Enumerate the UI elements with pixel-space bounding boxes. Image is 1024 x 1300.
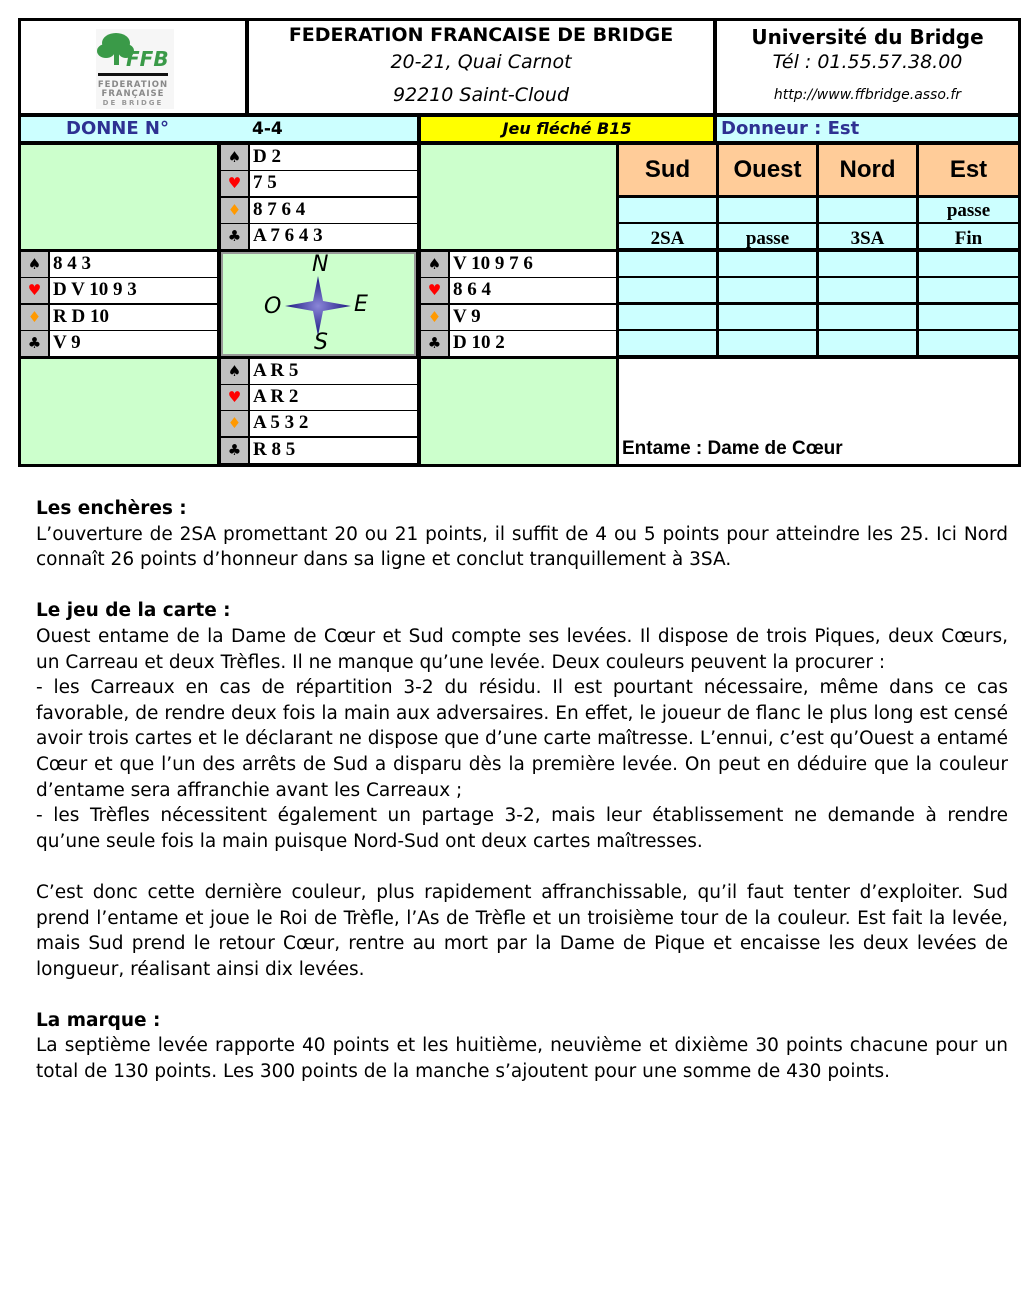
bid-cell: Fin (919, 224, 1018, 248)
bid-cell (719, 278, 816, 302)
club-icon: ♣ (21, 331, 48, 356)
compass-star-icon (283, 274, 353, 338)
game-type: Jeu fléché B15 (502, 119, 632, 138)
bid-cell (719, 331, 816, 355)
east-cards: V 10 9 7 6 (450, 252, 616, 277)
donne-cell (21, 117, 417, 141)
university-name: Université du Bridge (751, 25, 984, 49)
compass-east-label: E (354, 292, 368, 317)
heart-icon: ♥ (221, 171, 248, 196)
ffb-logo (96, 29, 174, 109)
bid-cell (719, 252, 816, 276)
east-cards: D 10 2 (450, 331, 616, 356)
spade-icon: ♠ (421, 252, 448, 277)
university-phone: Tél : 01.55.57.38.00 (772, 51, 963, 73)
bid-cell (619, 278, 716, 302)
empty-northwest-cell (21, 145, 217, 249)
federation-address-line2: 92210 Saint-Cloud (392, 84, 570, 106)
bid-cell (619, 252, 716, 276)
commentary (36, 496, 1008, 1085)
score-section-title: La marque : (36, 1009, 161, 1031)
play-section-title: Le jeu de la carte : (36, 600, 231, 622)
score-section-text: La septième levée rapporte 40 points et les huitième, neuvième et dixième 30 points chacune pour un total de 130 points. Les 300 points de la manche s’ajoutent pour une somme de 430 points. (36, 1035, 1008, 1083)
dealer: Donneur : Est (721, 118, 860, 139)
bid-cell: 2SA (619, 224, 716, 248)
bid-cell (819, 278, 916, 302)
tree-icon (96, 29, 174, 109)
bidding-section-title: Les enchères : (36, 498, 187, 519)
compass-north-label: N (312, 252, 329, 277)
heart-icon: ♥ (21, 278, 48, 303)
heart-icon: ♥ (221, 385, 248, 410)
compass-west-label: O (264, 294, 282, 319)
university-url[interactable]: http://www.ffbridge.asso.fr (773, 87, 962, 103)
south-cards: R 8 5 (250, 438, 417, 463)
empty-southeast-cell (421, 359, 616, 464)
empty-northeast-cell (421, 145, 616, 249)
university-cell (717, 21, 1018, 113)
bid-cell (719, 305, 816, 329)
east-cards: V 9 (450, 305, 616, 330)
dealer-cell (717, 117, 1018, 141)
bidding-header-ouest: Ouest (719, 145, 816, 195)
svg-text:DE BRIDGE: DE BRIDGE (102, 99, 164, 107)
empty-southwest-cell (21, 359, 217, 464)
svg-text:FRANÇAISE: FRANÇAISE (101, 89, 165, 99)
play-paragraph-2: - les Carreaux en cas de répartition 3-2 du résidu. Il est pourtant nécessaire, même dans ce cas favorable, de rendre deux fois la main aux adversaires. En effet, le joueur de flanc le plus long est censé avoir trois cartes et le déclarant ne dispose que d’une carte maîtresse. L’ennui, c’est qu’Ouest a entamé Cœur et que l’un des arrêts de Sud a disparu dès la première levée. On peut en déduire que la couleur d’entame sera affranchie avant les Carreaux ; (36, 677, 1008, 801)
spade-icon: ♠ (221, 359, 248, 384)
bid-cell (619, 198, 716, 222)
bid-cell (719, 198, 816, 222)
federation-cell (249, 21, 713, 113)
bid-cell (819, 305, 916, 329)
bid-cell (919, 331, 1018, 355)
diamond-icon: ♦ (221, 411, 248, 436)
opening-lead: Entame : Dame de Cœur (622, 438, 843, 459)
bid-cell (919, 252, 1018, 276)
diamond-icon: ♦ (221, 198, 248, 223)
compass-cell (221, 252, 416, 356)
logo-initials: FFB (126, 47, 169, 71)
donne-value: 4-4 (252, 119, 283, 139)
north-cards: A 7 6 4 3 (250, 224, 417, 249)
north-cards: 7 5 (250, 171, 417, 196)
west-cards: V 9 (50, 331, 217, 356)
bid-cell (919, 305, 1018, 329)
west-cards: D V 10 9 3 (50, 278, 217, 303)
svg-text:FEDERATION: FEDERATION (97, 80, 169, 90)
bid-cell (919, 278, 1018, 302)
play-paragraph-1: Ouest entame de la Dame de Cœur et Sud compte ses levées. Il dispose de trois Piques, deux Cœurs, un Carreau et deux Trèfles. Il ne manque qu’une levée. Deux couleurs peuvent la procurer : (36, 625, 1008, 673)
club-icon: ♣ (221, 224, 248, 249)
south-cards: A R 5 (250, 359, 417, 384)
logo-cell (21, 21, 245, 113)
diamond-icon: ♦ (21, 305, 48, 330)
heart-icon: ♥ (421, 278, 448, 303)
bid-cell (819, 198, 916, 222)
club-icon: ♣ (221, 438, 248, 463)
federation-name: FEDERATION FRANCAISE DE BRIDGE (288, 24, 674, 46)
east-cards: 8 6 4 (450, 278, 616, 303)
bid-cell: 3SA (819, 224, 916, 248)
bid-cell: passe (719, 224, 816, 248)
south-cards: A 5 3 2 (250, 411, 417, 436)
play-paragraph-4: C’est donc cette dernière couleur, plus rapidement affranchissable, qu’il faut tenter d’exploiter. Sud prend l’entame et joue le Roi de Trèfle, l’As de Trèfle et un troisième tour de la couleur. Est fait la levée, mais Sud prend le retour Cœur, rentre au mort par la Dame de Pique et encaisse les deux levées de longueur, réalisant ainsi dix levées. (36, 881, 1008, 980)
play-paragraph-3: - les Trèfles nécessitent également un partage 3-2, mais leur établissement ne demande à rendre qu’une seule fois la main puisque Nord-Sud ont deux cartes maîtresses. (36, 805, 1008, 852)
diamond-icon: ♦ (421, 305, 448, 330)
compass-south-label: S (314, 330, 328, 355)
bidding-header-nord: Nord (819, 145, 916, 195)
bid-cell (819, 331, 916, 355)
bid-cell (619, 305, 716, 329)
federation-address-line1: 20-21, Quai Carnot (390, 51, 572, 73)
bidding-header-est: Est (919, 145, 1018, 195)
club-icon: ♣ (421, 331, 448, 356)
bid-cell (819, 252, 916, 276)
north-cards: 8 7 6 4 (250, 198, 417, 223)
lead-cell (619, 359, 1018, 464)
bid-cell: passe (919, 198, 1018, 222)
donne-label: DONNE N° (66, 118, 169, 139)
bidding-header-sud: Sud (619, 145, 716, 195)
west-cards: 8 4 3 (50, 252, 217, 277)
north-cards: D 2 (250, 145, 417, 170)
west-cards: R D 10 (50, 305, 217, 330)
bid-cell (619, 331, 716, 355)
bidding-section-text: L’ouverture de 2SA promettant 20 ou 21 points, il suffit de 4 ou 5 points pour atteindre les 25. Ici Nord connaît 26 points d’honneur dans sa ligne et conclut tranquillement à 3SA. (36, 523, 1008, 571)
game-type-cell (421, 117, 713, 141)
spade-icon: ♠ (21, 252, 48, 277)
south-cards: A R 2 (250, 385, 417, 410)
spade-icon: ♠ (221, 145, 248, 170)
